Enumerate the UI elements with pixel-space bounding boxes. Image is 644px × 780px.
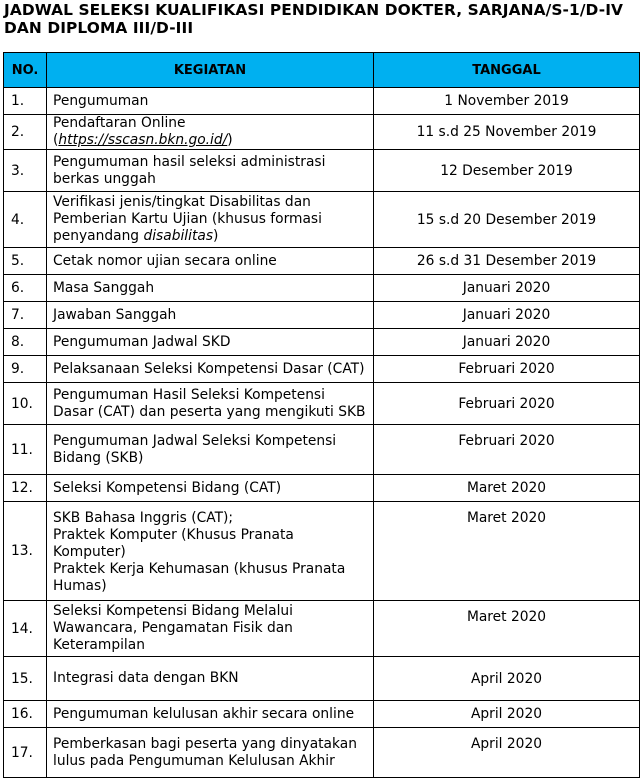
row-tanggal: Januari 2020 [374,275,640,302]
row-kegiatan [47,502,374,601]
row-kegiatan: Integrasi data dengan BKN [47,657,374,701]
row-tanggal: 26 s.d 31 Desember 2019 [374,248,640,275]
kegiatan-line: SKB Bahasa Inggris (CAT); [53,510,234,526]
table-row [4,701,640,728]
row-kegiatan: Pelaksanaan Seleksi Kompetensi Dasar (CAT) [47,356,374,383]
document-title [4,1,640,37]
row-number: 15. [4,657,47,701]
registration-link[interactable]: https://sscasn.bkn.go.id/ [58,132,228,148]
row-tanggal: Februari 2020 [374,356,640,383]
table-row [4,475,640,502]
row-number: 4. [4,192,47,248]
table-row [4,356,640,383]
table-row [4,728,640,778]
row-number: 8. [4,329,47,356]
row-kegiatan: Pengumuman [47,88,374,115]
schedule-table [3,52,640,778]
row-number: 9. [4,356,47,383]
row-number: 10. [4,383,47,425]
row-number: 16. [4,701,47,728]
kegiatan-line: Praktek Komputer (Khusus Pranata Komputer) [53,527,294,560]
row-number: 17. [4,728,47,778]
row-number: 3. [4,150,47,192]
kegiatan-text: ) [227,132,233,148]
row-tanggal: April 2020 [374,657,640,701]
title-line-1: JADWAL SELEKSI KUALIFIKASI PENDIDIKAN DOKTER, SARJANA/S-1/D-IV [4,1,624,19]
table-row [4,302,640,329]
row-number: 12. [4,475,47,502]
row-kegiatan: Masa Sanggah [47,275,374,302]
table-row [4,601,640,657]
row-kegiatan: Pengumuman Jadwal Seleksi Kompetensi Bidang (SKB) [47,425,374,475]
kegiatan-line: Praktek Kerja Kehumasan (khusus Pranata Humas) [53,561,346,594]
row-tanggal: Januari 2020 [374,329,640,356]
row-number: 13. [4,502,47,601]
row-kegiatan [47,192,374,248]
row-tanggal: April 2020 [374,728,640,778]
row-tanggal: April 2020 [374,701,640,728]
row-kegiatan [47,115,374,150]
header-no: NO. [4,53,47,88]
table-row [4,425,640,475]
table-row [4,502,640,601]
row-kegiatan: Pengumuman hasil seleksi administrasi berkas unggah [47,150,374,192]
row-number: 7. [4,302,47,329]
row-kegiatan: Seleksi Kompetensi Bidang (CAT) [47,475,374,502]
table-row [4,383,640,425]
table-row [4,657,640,701]
row-tanggal: Januari 2020 [374,302,640,329]
row-number: 2. [4,115,47,150]
title-line-2: DAN DIPLOMA III/D-III [4,19,194,37]
row-kegiatan: Seleksi Kompetensi Bidang Melalui Wawancara, Pengamatan Fisik dan Keterampilan [47,601,374,657]
kegiatan-text: ) [213,228,219,244]
header-tanggal: TANGGAL [374,53,640,88]
table-row [4,248,640,275]
row-tanggal: Februari 2020 [374,383,640,425]
row-tanggal: 15 s.d 20 Desember 2019 [374,192,640,248]
row-tanggal: 11 s.d 25 November 2019 [374,115,640,150]
table-row [4,88,640,115]
row-number: 1. [4,88,47,115]
kegiatan-italic: disabilitas [143,228,214,244]
row-number: 5. [4,248,47,275]
row-tanggal: 12 Desember 2019 [374,150,640,192]
row-kegiatan: Pengumuman kelulusan akhir secara online [47,701,374,728]
row-number: 6. [4,275,47,302]
row-number: 11. [4,425,47,475]
table-row [4,115,640,150]
header-kegiatan: KEGIATAN [47,53,374,88]
table-row [4,150,640,192]
row-tanggal: Maret 2020 [374,502,640,601]
row-kegiatan: Pemberkasan bagi peserta yang dinyatakan lulus pada Pengumuman Kelulusan Akhir [47,728,374,778]
kegiatan-text: Pendaftaran Online ( [53,115,186,148]
row-kegiatan: Cetak nomor ujian secara online [47,248,374,275]
table-row [4,275,640,302]
row-tanggal: Maret 2020 [374,601,640,657]
row-kegiatan: Jawaban Sanggah [47,302,374,329]
kegiatan-text: Verifikasi jenis/tingkat Disabilitas dan Pemberian Kartu Ujian (khusus formasi penyandang [53,194,322,244]
row-tanggal: 1 November 2019 [374,88,640,115]
row-number: 14. [4,601,47,657]
table-header-row [4,53,640,88]
row-kegiatan: Pengumuman Hasil Seleksi Kompetensi Dasar (CAT) dan peserta yang mengikuti SKB [47,383,374,425]
row-kegiatan: Pengumuman Jadwal SKD [47,329,374,356]
table-row [4,329,640,356]
table-row [4,192,640,248]
row-tanggal: Februari 2020 [374,425,640,475]
row-tanggal: Maret 2020 [374,475,640,502]
